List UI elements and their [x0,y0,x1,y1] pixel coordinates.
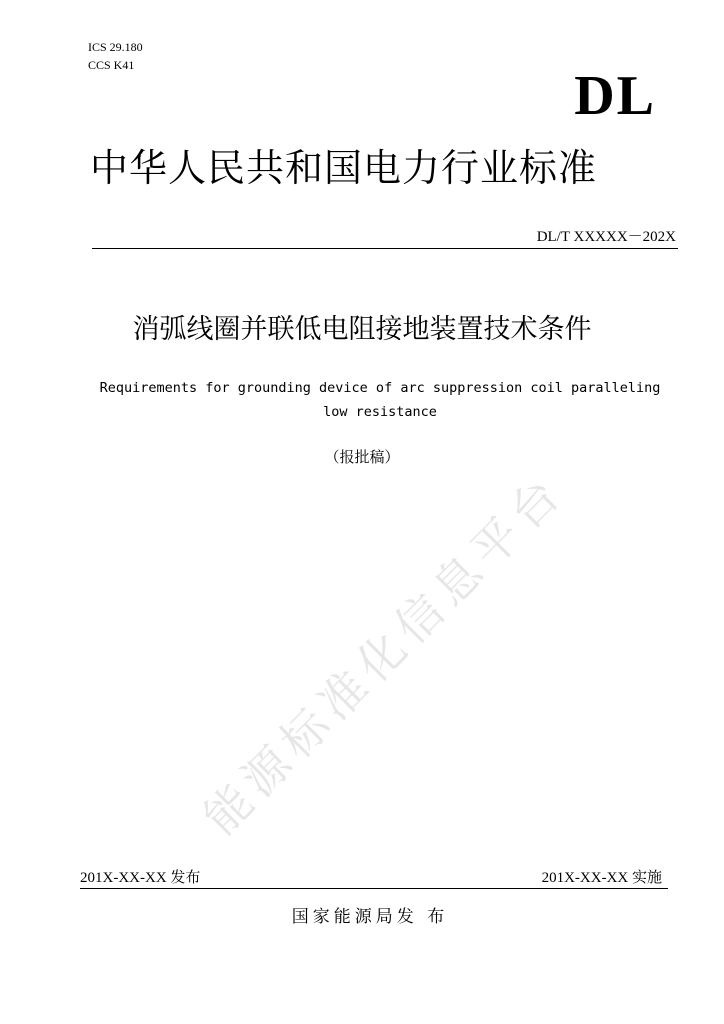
issue-date: 201X-XX-XX 发布 [80,870,201,886]
draft-stage: （报批稿） [324,448,400,466]
standard-number: DL/T XXXXX－202X [536,229,676,245]
ccs-code: CCS K41 [88,58,135,72]
document-title-en-line2: low resistance [323,404,437,420]
issuing-authority: 国家能源局发 布 [291,907,449,927]
document-title-en-line1: Requirements for grounding device of arc suppression coil paralleling [99,380,661,396]
bottom-divider [80,888,668,889]
ics-code: ICS 29.180 [88,40,143,54]
industry-standard-title: 中华人民共和国电力行业标准 [90,146,598,190]
dl-logo: DL [574,65,656,127]
implementation-date: 201X-XX-XX 实施 [541,870,662,886]
top-divider [92,248,678,249]
document-title-en [80,376,680,424]
document-title-zh: 消弧线圈并联低电阻接地装置技术条件 [132,314,592,345]
watermark: 能源标准化信息平台 [193,463,576,846]
